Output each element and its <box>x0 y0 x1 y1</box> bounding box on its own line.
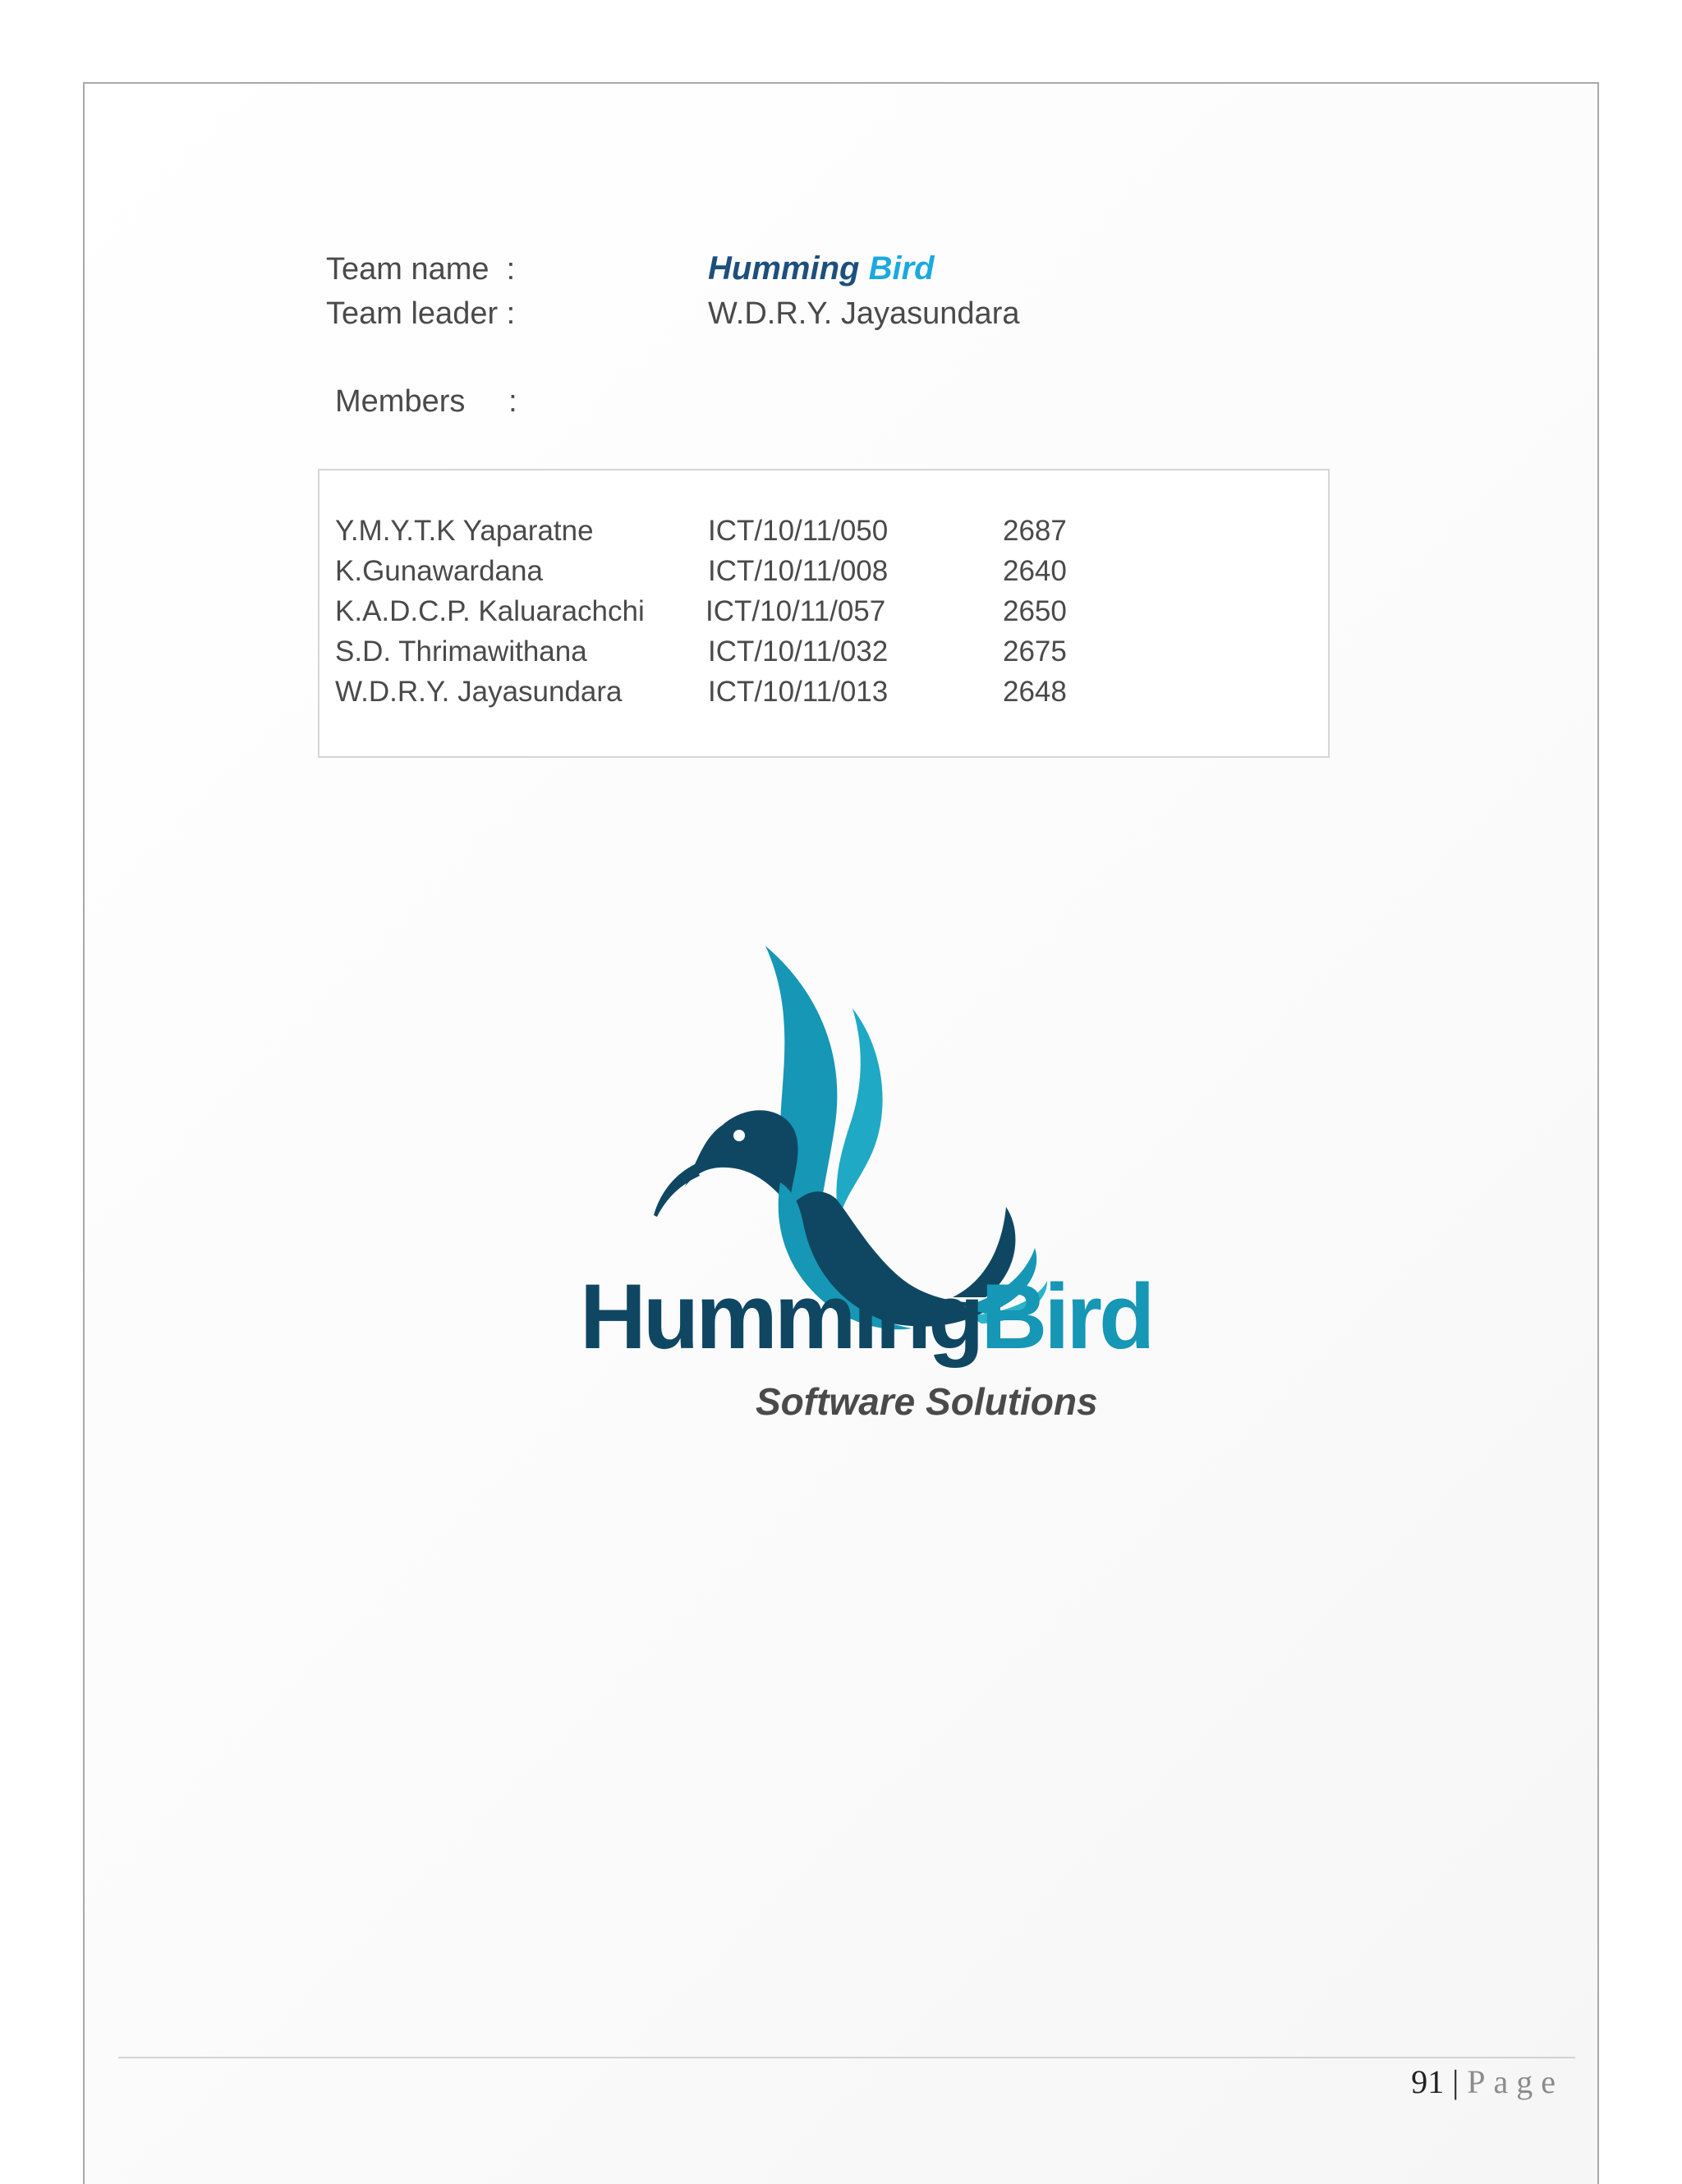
team-leader-value: W.D.R.Y. Jayasundara <box>708 296 1020 331</box>
member-name: Y.M.Y.T.K Yaparatne <box>335 515 594 547</box>
member-id: ICT/10/11/057 <box>705 595 886 627</box>
member-row <box>319 555 1328 595</box>
member-id: ICT/10/11/013 <box>708 676 889 708</box>
member-name: K.Gunawardana <box>335 555 543 587</box>
team-name-value <box>708 250 935 287</box>
page-footer <box>1411 2062 1564 2101</box>
member-number: 2675 <box>1003 635 1067 668</box>
member-row <box>319 515 1328 555</box>
member-number: 2648 <box>1003 676 1067 708</box>
logo-tagline: Software Solutions <box>756 1380 1098 1423</box>
member-id: ICT/10/11/032 <box>708 635 889 668</box>
page-word: Page <box>1467 2063 1564 2100</box>
member-row <box>319 635 1328 676</box>
member-number: 2640 <box>1003 555 1067 587</box>
member-number: 2650 <box>1003 595 1067 627</box>
team-leader-label: Team leader : <box>326 296 516 331</box>
member-row <box>319 595 1328 635</box>
footer-separator: | <box>1452 2063 1459 2100</box>
logo-word1: Humming <box>580 1265 981 1368</box>
team-name-label: Team name : <box>326 252 516 287</box>
page-number: 91 <box>1411 2063 1445 2100</box>
members-table <box>318 469 1330 758</box>
logo-beak <box>654 1164 700 1217</box>
member-row <box>319 676 1328 716</box>
member-name: W.D.R.Y. Jayasundara <box>335 676 623 708</box>
member-id: ICT/10/11/008 <box>708 555 889 587</box>
member-name: K.A.D.C.P. Kaluarachchi <box>335 595 645 627</box>
logo-wordmark <box>580 1265 1152 1368</box>
logo-word2: Bird <box>981 1265 1152 1368</box>
team-name-word2: Bird <box>868 250 935 287</box>
member-name: S.D. Thrimawithana <box>335 635 587 668</box>
members-label: Members : <box>335 384 517 419</box>
logo-wing-short <box>836 1008 882 1219</box>
member-number: 2687 <box>1003 515 1067 547</box>
member-id: ICT/10/11/050 <box>708 515 889 547</box>
footer-divider <box>118 2057 1575 2058</box>
logo-eye <box>733 1130 745 1141</box>
team-name-word1: Humming <box>708 250 860 287</box>
